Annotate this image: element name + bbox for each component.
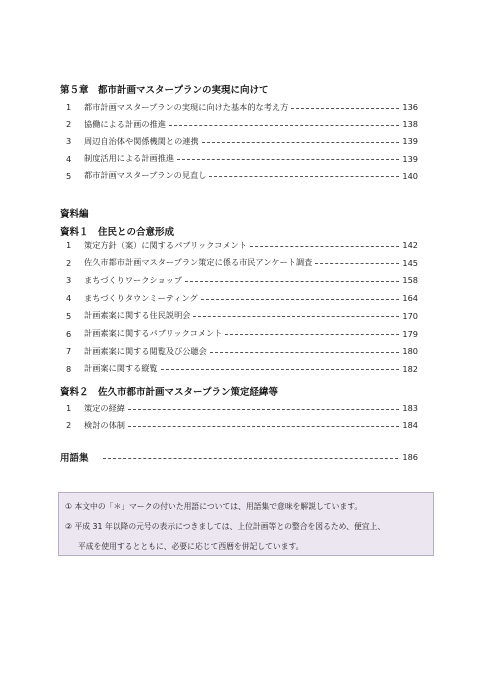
toc-entry-title: 策定の経緯 — [84, 402, 125, 413]
glossary-entry[interactable] — [60, 450, 418, 464]
toc-entry-number: 1 — [66, 240, 72, 250]
toc-entry-number: 3 — [66, 136, 72, 147]
toc-entry[interactable] — [66, 362, 418, 376]
toc-entry-page-number: 182 — [402, 363, 418, 374]
toc-entry-number: 7 — [66, 346, 72, 357]
toc-entry-number: 8 — [66, 363, 72, 374]
toc-entry-title: 制度活用による計画推進 — [84, 153, 175, 164]
toc-entry-title: 協働による計画の推進 — [84, 118, 166, 129]
dot-leader — [193, 316, 399, 317]
dot-leader — [177, 159, 399, 160]
dot-leader — [169, 125, 399, 126]
toc-entry-title: 検討の体制 — [84, 419, 125, 430]
toc-entry-number: 4 — [66, 293, 72, 304]
toc-entry-number: 5 — [66, 170, 72, 181]
toc-entry-title: 都市計画マスタープランの見直し — [84, 170, 207, 181]
dot-leader — [225, 334, 399, 335]
toc-entry[interactable] — [66, 309, 418, 323]
toc-entry[interactable] — [66, 327, 418, 341]
section1-heading: 資料１ 住民との合意形成 — [60, 227, 175, 238]
section2-heading: 資料２ 佐久市都市計画マスタープラン策定経緯等 — [60, 387, 279, 398]
toc-entry-number: 4 — [66, 153, 72, 164]
toc-entry-page-number: 139 — [402, 136, 418, 147]
toc-entry-title: 策定方針（案）に関するパブリックコメント — [84, 239, 247, 250]
glossary-page-number: 186 — [402, 452, 418, 462]
toc-entry-page-number: 138 — [402, 119, 418, 130]
toc-entry-page-number: 180 — [402, 346, 418, 357]
toc-entry[interactable] — [66, 152, 418, 166]
dot-leader — [250, 246, 399, 247]
toc-entry-title: まちづくりワークショップ — [84, 274, 183, 285]
dot-leader — [202, 142, 400, 143]
dot-leader — [209, 176, 399, 177]
toc-entry-title: 周辺自治体や関係機関との連携 — [84, 135, 199, 146]
toc-entry-page-number: 139 — [402, 153, 418, 164]
toc-entry-title: 計画素案に関する住民説明会 — [84, 310, 191, 321]
toc-entry-number: 5 — [66, 310, 72, 321]
toc-entry[interactable] — [66, 256, 418, 270]
toc-entry-page-number: 140 — [402, 170, 418, 181]
toc-entry-page-number: 145 — [402, 257, 418, 268]
toc-entry[interactable] — [66, 169, 418, 183]
appendix-label: 資料編 — [60, 209, 89, 220]
toc-entry-page-number: 179 — [402, 328, 418, 339]
dot-leader — [161, 369, 400, 370]
toc-entry-page-number: 158 — [402, 275, 418, 286]
note-line-3: 平成を使用するとともに、必要に応じて西暦を併記しています。 — [78, 542, 304, 551]
notes-box — [58, 492, 434, 556]
toc-entry-page-number: 142 — [402, 240, 418, 250]
note-line-1: ① 本文中の「＊」マークの付いた用語については、用語集で意味を解説しています。 — [65, 502, 363, 511]
toc-entry-number: 2 — [66, 257, 72, 268]
dot-leader — [210, 352, 400, 353]
toc-entry[interactable] — [66, 273, 418, 287]
glossary-title: 用語集 — [60, 453, 89, 464]
toc-entry-title: 計画案に関する縦覧 — [84, 363, 158, 374]
toc-entry[interactable] — [66, 418, 418, 432]
toc-entry-page-number: 170 — [402, 310, 418, 321]
toc-entry-page-number: 136 — [402, 102, 418, 112]
toc-entry-number: 2 — [66, 119, 72, 130]
dot-leader — [185, 281, 399, 282]
dot-leader — [291, 108, 399, 109]
toc-entry-title: 佐久市都市計画マスタープラン策定に係る市民アンケート調査 — [84, 257, 313, 268]
note-line-2: ② 平成 31 年以降の元号の表示につきましては、上位計画等との整合を図るため、便宜上、 — [65, 522, 386, 531]
toc-entry[interactable] — [66, 117, 418, 131]
toc-entry-title: まちづくりタウンミーティング — [84, 292, 198, 303]
toc-entry[interactable] — [66, 401, 418, 415]
toc-entry-number: 6 — [66, 328, 72, 339]
toc-entry-title: 計画素案に関するパブリックコメント — [84, 328, 223, 338]
toc-entry-title: 計画素案に関する閲覧及び公聴会 — [84, 345, 207, 356]
toc-entry[interactable] — [66, 344, 418, 358]
toc-entry[interactable] — [66, 238, 418, 252]
toc-entry[interactable] — [66, 291, 418, 305]
toc-entry-number: 3 — [66, 275, 72, 286]
toc-entry-page-number: 164 — [402, 293, 418, 304]
toc-entry[interactable] — [66, 100, 418, 114]
dot-leader — [315, 263, 399, 264]
toc-entry-title: 都市計画マスタープランの実現に向けた基本的な考え方 — [84, 101, 289, 112]
dot-leader — [103, 458, 399, 459]
toc-entry-number: 1 — [66, 102, 72, 112]
toc-entry-number: 1 — [66, 403, 72, 413]
dot-leader — [128, 426, 399, 427]
toc-entry[interactable] — [66, 134, 418, 148]
dot-leader — [128, 409, 399, 410]
chapter-heading: 第５章 都市計画マスタープランの実現に向けて — [60, 85, 269, 96]
toc-entry-page-number: 184 — [402, 420, 418, 430]
toc-entry-number: 2 — [66, 420, 72, 430]
toc-entry-page-number: 183 — [402, 403, 418, 413]
dot-leader — [201, 299, 400, 300]
